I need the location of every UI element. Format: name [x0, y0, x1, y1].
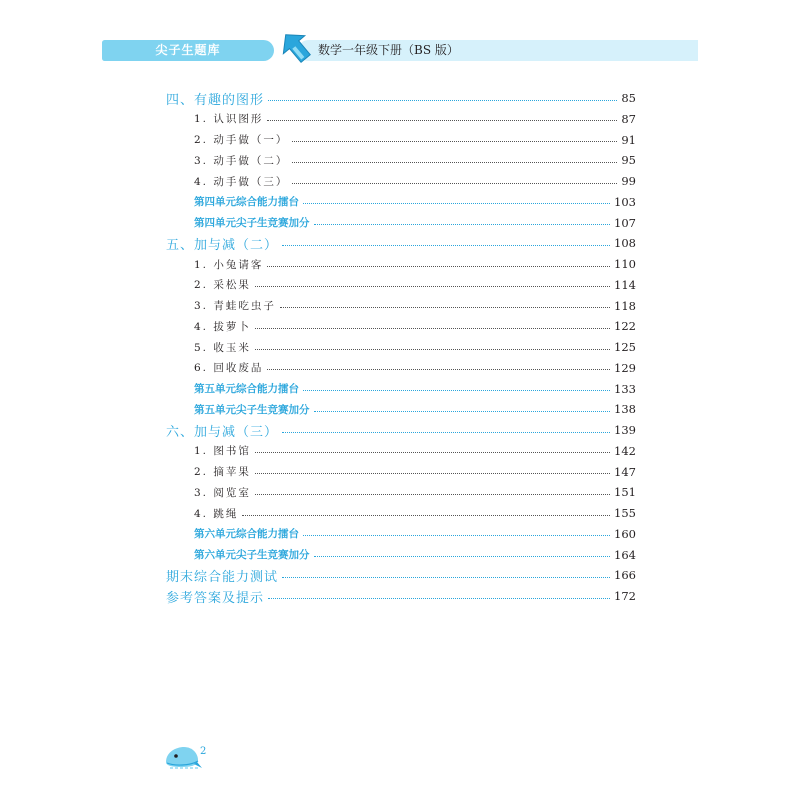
toc-page-number: 87 — [621, 111, 636, 126]
toc-entry-label: 五、加与减（二） — [166, 237, 279, 253]
toc-item-row[interactable] — [194, 150, 636, 170]
toc-entry-label: 1. 图书馆 — [194, 445, 251, 458]
toc-page-number: 166 — [614, 568, 636, 583]
arrow-up-icon — [278, 30, 314, 64]
dot-leader — [314, 411, 611, 412]
toc-page-number: 91 — [621, 132, 636, 147]
toc-page-number: 133 — [614, 381, 636, 396]
dot-leader — [303, 203, 610, 204]
toc-page-number: 95 — [621, 153, 636, 168]
toc-entry-label: 1. 小兔请客 — [194, 258, 264, 271]
toc-entry-label: 4. 拔萝卜 — [194, 320, 251, 333]
toc-item-row[interactable] — [194, 275, 636, 295]
toc-review-row[interactable] — [194, 192, 636, 212]
toc-chapter-row[interactable] — [166, 420, 636, 440]
dot-leader — [255, 494, 610, 495]
dot-leader — [282, 432, 610, 433]
dot-leader — [255, 452, 610, 453]
dot-leader — [255, 349, 610, 350]
toc-page-number: 155 — [614, 506, 636, 520]
dot-leader — [292, 141, 617, 142]
brand-label: 尖子生题库 — [102, 40, 274, 61]
toc-chapter-row[interactable] — [166, 586, 636, 606]
toc-entry-label: 四、有趣的图形 — [166, 92, 265, 108]
toc-page-number: 138 — [614, 402, 636, 417]
toc-entry-label: 第六单元尖子生竞赛加分 — [194, 549, 310, 561]
toc-entry-label: 2. 采松果 — [194, 279, 251, 292]
whale-mascot-icon — [164, 744, 207, 770]
toc-item-row[interactable] — [194, 358, 636, 378]
toc-item-row[interactable] — [194, 441, 636, 461]
toc-entry-label: 期末综合能力测试 — [166, 569, 279, 585]
toc-item-row[interactable] — [194, 462, 636, 482]
toc-page-number: 139 — [614, 423, 636, 437]
dot-leader — [292, 183, 617, 184]
dot-leader — [282, 245, 610, 246]
toc-page-number: 99 — [621, 174, 636, 188]
toc-page-number: 129 — [614, 360, 636, 375]
toc-item-row[interactable] — [194, 109, 636, 129]
toc-page-number: 147 — [614, 464, 636, 479]
dot-leader — [267, 266, 610, 267]
toc-chapter-row[interactable] — [166, 565, 636, 585]
page-footer — [164, 744, 224, 772]
dot-leader — [268, 100, 617, 101]
toc-page-number: 108 — [614, 236, 636, 251]
toc-page-number: 122 — [614, 319, 636, 334]
toc-entry-label: 六、加与减（三） — [166, 424, 279, 440]
toc-entry-label: 第六单元综合能力擂台 — [194, 528, 299, 541]
toc-entry-label: 4. 动手做（三） — [194, 175, 289, 188]
dot-leader — [280, 307, 610, 308]
toc-item-row[interactable] — [194, 316, 636, 336]
toc-item-row[interactable] — [194, 482, 636, 502]
page-number: 2 — [200, 746, 207, 757]
toc-page-number: 164 — [614, 547, 636, 562]
dot-leader — [255, 473, 610, 474]
page-header — [102, 36, 698, 62]
toc-review-row[interactable] — [194, 545, 636, 565]
toc-page-number: 103 — [614, 194, 636, 209]
dot-leader — [303, 535, 610, 536]
toc-item-row[interactable] — [194, 130, 636, 150]
toc-review-row[interactable] — [194, 399, 636, 419]
toc-page-number: 85 — [621, 91, 636, 105]
toc-entry-label: 4. 跳绳 — [194, 507, 239, 520]
toc-entry-label: 第五单元尖子生竞赛加分 — [194, 403, 310, 416]
toc-entry-label: 3. 动手做（二） — [194, 154, 289, 167]
dot-leader — [255, 328, 610, 329]
toc-page-number: 160 — [614, 526, 636, 541]
toc-page-number: 107 — [614, 215, 636, 230]
toc-page-number: 110 — [614, 257, 636, 271]
toc-item-row[interactable] — [194, 503, 636, 523]
toc-entry-label: 6. 回收废品 — [194, 362, 264, 375]
toc-page-number: 172 — [614, 589, 636, 603]
dot-leader — [267, 369, 610, 370]
dot-leader — [242, 515, 610, 516]
toc-item-row[interactable] — [194, 254, 636, 274]
toc-entry-label: 1. 认识图形 — [194, 113, 264, 126]
dot-leader — [267, 120, 617, 121]
toc-review-row[interactable] — [194, 379, 636, 399]
toc-item-row[interactable] — [194, 337, 636, 357]
toc-entry-label: 第四单元综合能力擂台 — [194, 196, 299, 209]
toc-page-number: 151 — [614, 485, 636, 500]
dot-leader — [268, 598, 610, 599]
toc-entry-label: 第四单元尖子生竞赛加分 — [194, 217, 310, 229]
toc-entry-label: 3. 阅览室 — [194, 486, 251, 499]
toc-item-row[interactable] — [194, 296, 636, 316]
toc-review-row[interactable] — [194, 213, 636, 233]
toc-item-row[interactable] — [194, 171, 636, 191]
toc-chapter-row[interactable] — [166, 88, 636, 108]
toc-entry-label: 3. 青蛙吃虫子 — [194, 300, 276, 312]
toc-page-number: 114 — [614, 277, 636, 292]
dot-leader — [314, 556, 611, 557]
dot-leader — [292, 162, 617, 163]
toc-entry-label: 5. 收玉米 — [194, 341, 251, 354]
toc-entry-label: 参考答案及提示 — [166, 590, 265, 606]
toc-entry-label: 第五单元综合能力擂台 — [194, 383, 299, 395]
dot-leader — [282, 577, 610, 578]
book-title: 数学一年级下册（BS 版） — [298, 40, 698, 61]
toc-chapter-row[interactable] — [166, 233, 636, 253]
toc-entry-label: 2. 动手做（一） — [194, 134, 289, 146]
dot-leader — [255, 286, 610, 287]
toc-page-number: 118 — [614, 298, 636, 313]
toc-review-row[interactable] — [194, 524, 636, 544]
toc-page-number: 125 — [614, 340, 636, 354]
dot-leader — [314, 224, 611, 225]
toc-entry-label: 2. 摘苹果 — [194, 466, 251, 478]
dot-leader — [303, 390, 610, 391]
toc-page-number: 142 — [614, 443, 636, 458]
